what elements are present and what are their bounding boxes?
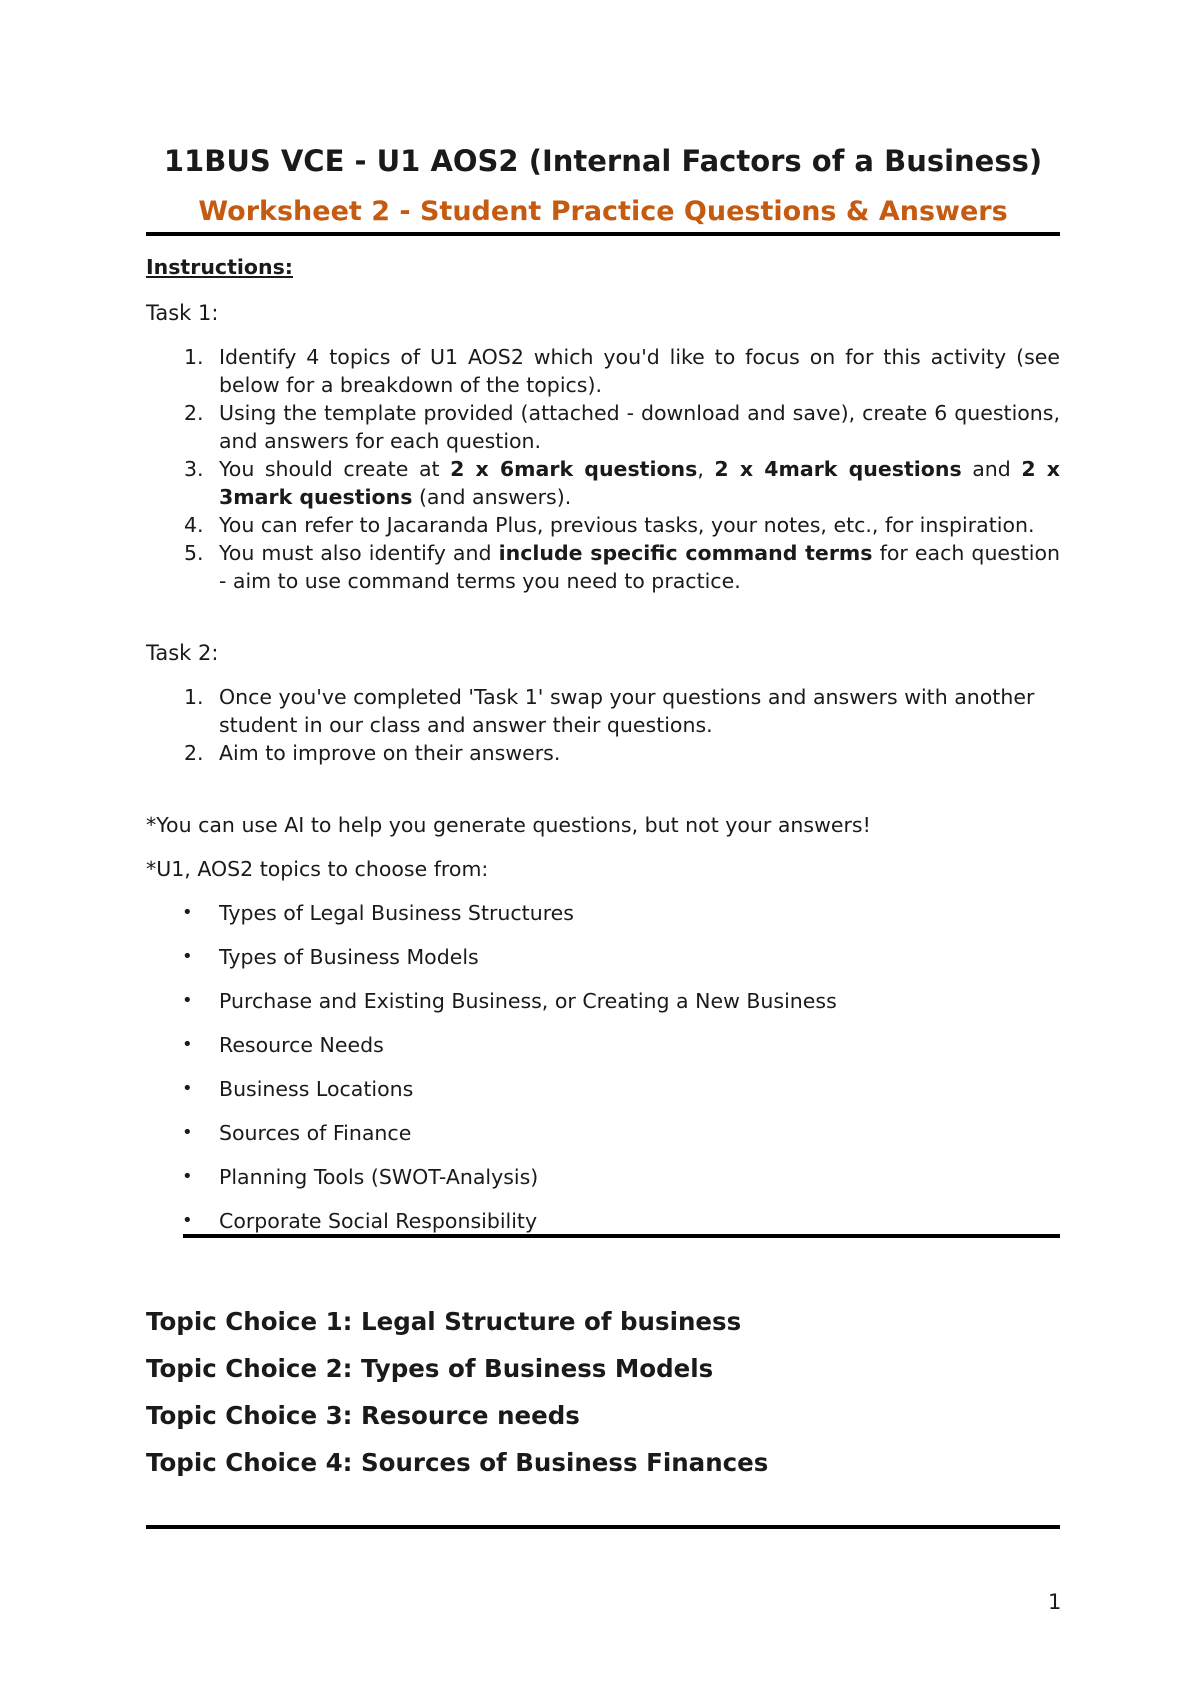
- list-item: 5. You must also identify and include specific command terms for each question - aim to use command terms you need to practice.: [184, 541, 1060, 593]
- task1-list: [146, 343, 1060, 595]
- page-title: 11BUS VCE - U1 AOS2 (Internal Factors of a Business): [163, 144, 1043, 178]
- footer-divider: [146, 1525, 1060, 1529]
- bullet-icon: •: [182, 946, 193, 967]
- list-item: • Business Locations: [182, 1077, 414, 1101]
- topic-choice-2: Topic Choice 2: Types of Business Models: [146, 1354, 714, 1383]
- bullet-icon: •: [182, 1166, 193, 1187]
- list-item: 4. You can refer to Jacaranda Plus, previous tasks, your notes, etc., for inspiration.: [184, 513, 1035, 537]
- task2-list: [146, 683, 1060, 767]
- list-item: • Types of Business Models: [182, 945, 479, 969]
- list-item: • Types of Legal Business Structures: [182, 901, 574, 925]
- list-item: • Corporate Social Responsibility: [182, 1209, 538, 1233]
- topic-choice-4: Topic Choice 4: Sources of Business Finances: [146, 1448, 769, 1477]
- list-item: 2. Aim to improve on their answers.: [184, 741, 561, 765]
- page-subtitle: Worksheet 2 - Student Practice Questions & Answers: [198, 196, 1008, 227]
- list-item: • Purchase and Existing Business, or Creating a New Business: [182, 989, 837, 1013]
- topic-choice-1: Topic Choice 1: Legal Structure of business: [146, 1307, 742, 1336]
- page-number: 1: [1048, 1590, 1062, 1614]
- bullet-icon: •: [182, 902, 193, 923]
- topics-divider: [183, 1234, 1060, 1238]
- list-item: 3. You should create at 2 x 6mark questions, 2 x 4mark questions and 2 x 3mark questions (and answers).: [184, 457, 1060, 509]
- instructions-heading: Instructions:: [146, 255, 293, 279]
- bullet-icon: •: [182, 1034, 193, 1055]
- topics-list: [146, 899, 1060, 1251]
- bullet-icon: •: [182, 1122, 193, 1143]
- topics-intro: *U1, AOS2 topics to choose from:: [146, 857, 489, 881]
- task2-heading: Task 2:: [146, 641, 219, 665]
- list-item: 1. Once you've completed 'Task 1' swap your questions and answers with another student in our class and answer their questions.: [184, 685, 1035, 737]
- list-item: 2. Using the template provided (attached - download and save), create 6 questions, and answers for each question.: [184, 401, 1060, 453]
- bullet-icon: •: [182, 1078, 193, 1099]
- bullet-icon: •: [182, 1210, 193, 1231]
- list-item: 1. Identify 4 topics of U1 AOS2 which you'd like to focus on for this activity (see below for a breakdown of the topics).: [184, 345, 1060, 397]
- bullet-icon: •: [182, 990, 193, 1011]
- list-item: • Resource Needs: [182, 1033, 384, 1057]
- list-item: • Planning Tools (SWOT-Analysis): [182, 1165, 539, 1189]
- topic-choice-3: Topic Choice 3: Resource needs: [146, 1401, 580, 1430]
- list-item: • Sources of Finance: [182, 1121, 412, 1145]
- ai-note: *You can use AI to help you generate questions, but not your answers!: [146, 813, 871, 837]
- title-divider: [146, 232, 1060, 236]
- task1-heading: Task 1:: [146, 301, 219, 325]
